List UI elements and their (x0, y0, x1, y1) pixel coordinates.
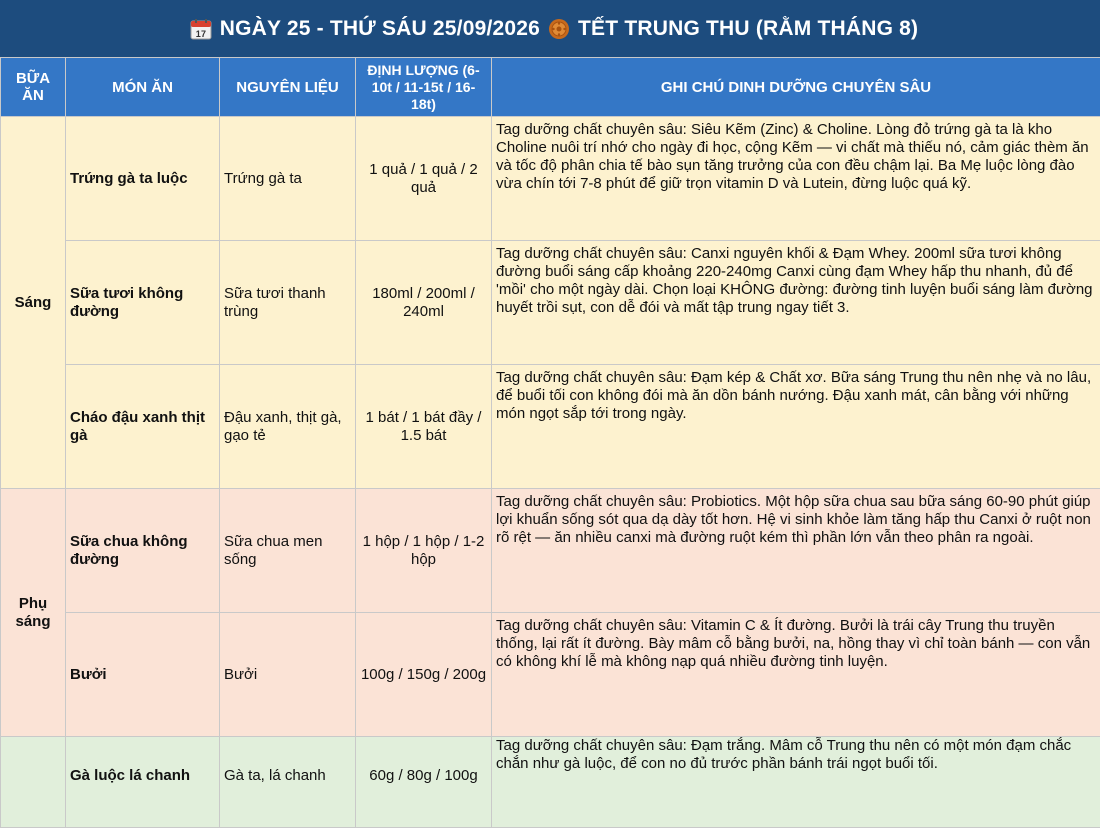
dish-name: Gà luộc lá chanh (66, 737, 220, 828)
header-quantity: ĐỊNH LƯỢNG (6-10t / 11-15t / 16-18t) (356, 58, 492, 117)
ingredients: Trứng gà ta (220, 117, 356, 241)
quantity: 1 quả / 1 quả / 2 quả (356, 117, 492, 241)
page-title (0, 0, 1100, 57)
table-row (1, 365, 1100, 489)
quantity: 1 hộp / 1 hộp / 1-2 hộp (356, 489, 492, 613)
table-row (1, 613, 1100, 737)
meal-label-next (1, 737, 66, 828)
header-ingredients: NGUYÊN LIỆU (220, 58, 356, 117)
calendar-icon (190, 18, 212, 40)
table-row (1, 117, 1100, 241)
quantity: 180ml / 200ml / 240ml (356, 241, 492, 365)
svg-text:17: 17 (196, 29, 206, 39)
header-dish: MÓN ĂN (66, 58, 220, 117)
dish-name: Cháo đậu xanh thịt gà (66, 365, 220, 489)
dish-name: Sữa tươi không đường (66, 241, 220, 365)
nutrition-note: Tag dưỡng chất chuyên sâu: Đạm kép & Chất xơ. Bữa sáng Trung thu nên nhẹ và no lâu, để buổi tối con không đói mà ăn dồn bánh nướng. Đậu xanh mát, cân bằng với những món ngọt sắp tới trong ngày. (492, 365, 1100, 489)
ingredients: Bưởi (220, 613, 356, 737)
dish-name: Sữa chua không đường (66, 489, 220, 613)
quantity: 100g / 150g / 200g (356, 613, 492, 737)
header-meal: BỮA ĂN (1, 58, 66, 117)
nutrition-note: Tag dưỡng chất chuyên sâu: Probiotics. Một hộp sữa chua sau bữa sáng 60-90 phút giúp lợi khuẩn sống sót qua dạ dày tốt hơn. Hệ vi sinh khỏe làm tăng hấp thu Canxi ở ruột non rõ rệt — ăn nhiều canxi mà đường ruột kém thì phần lớn vẫn theo phân ra ngoài. (492, 489, 1100, 613)
mooncake-icon (548, 18, 570, 40)
quantity: 60g / 80g / 100g (356, 737, 492, 828)
ingredients: Sữa tươi thanh trùng (220, 241, 356, 365)
nutrition-note: Tag dưỡng chất chuyên sâu: Siêu Kẽm (Zinc) & Choline. Lòng đỏ trứng gà ta là kho Choline nuôi trí nhớ cho ngày đi học, cộng Kẽm — vi chất mà thiếu nó, cảm giác thèm ăn và tốc độ phân chia tế bào sụn tăng trưởng của con đều chậm lại. Ba Mẹ luộc lòng đào vừa chín tới 7-8 phút để giữ trọn vitamin D và Lutein, đừng luộc quá kỹ. (492, 117, 1100, 241)
meal-plan-table (0, 57, 1100, 828)
ingredients: Đậu xanh, thịt gà, gạo tẻ (220, 365, 356, 489)
dish-name: Trứng gà ta luộc (66, 117, 220, 241)
nutrition-note: Tag dưỡng chất chuyên sâu: Canxi nguyên khối & Đạm Whey. 200ml sữa tươi không đường buổi sáng cấp khoảng 220-240mg Canxi cùng đạm Whey hấp thu nhanh, đủ để 'mồi' cho một ngày dài. Chọn loại KHÔNG đường: đường tinh luyện buổi sáng làm đường huyết trồi sụt, con dễ đói và mất tập trung ngay tiết 3. (492, 241, 1100, 365)
meal-label-phu-sang: Phụ sáng (1, 489, 66, 737)
table-header-row (1, 58, 1100, 117)
table-row (1, 489, 1100, 613)
dish-name: Bưởi (66, 613, 220, 737)
meal-label-sang: Sáng (1, 117, 66, 489)
title-holiday: TẾT TRUNG THU (RẰM THÁNG 8) (578, 17, 918, 41)
header-note: GHI CHÚ DINH DƯỠNG CHUYÊN SÂU (492, 58, 1100, 117)
title-date: NGÀY 25 - THỨ SÁU 25/09/2026 (220, 17, 540, 41)
table-row (1, 737, 1100, 828)
nutrition-note: Tag dưỡng chất chuyên sâu: Đạm trắng. Mâm cỗ Trung thu nên có một món đạm chắc chắn như gà luộc, để con no đủ trước phần bánh trái ngọt buổi tối. (492, 737, 1100, 828)
quantity: 1 bát / 1 bát đầy / 1.5 bát (356, 365, 492, 489)
ingredients: Sữa chua men sống (220, 489, 356, 613)
table-row (1, 241, 1100, 365)
nutrition-note: Tag dưỡng chất chuyên sâu: Vitamin C & Ít đường. Bưởi là trái cây Trung thu truyền thống, lại rất ít đường. Bày mâm cỗ bằng bưởi, na, hồng thay vì chỉ toàn bánh — con vẫn có không khí lễ mà không nạp quá nhiều đường tinh luyện. (492, 613, 1100, 737)
ingredients: Gà ta, lá chanh (220, 737, 356, 828)
